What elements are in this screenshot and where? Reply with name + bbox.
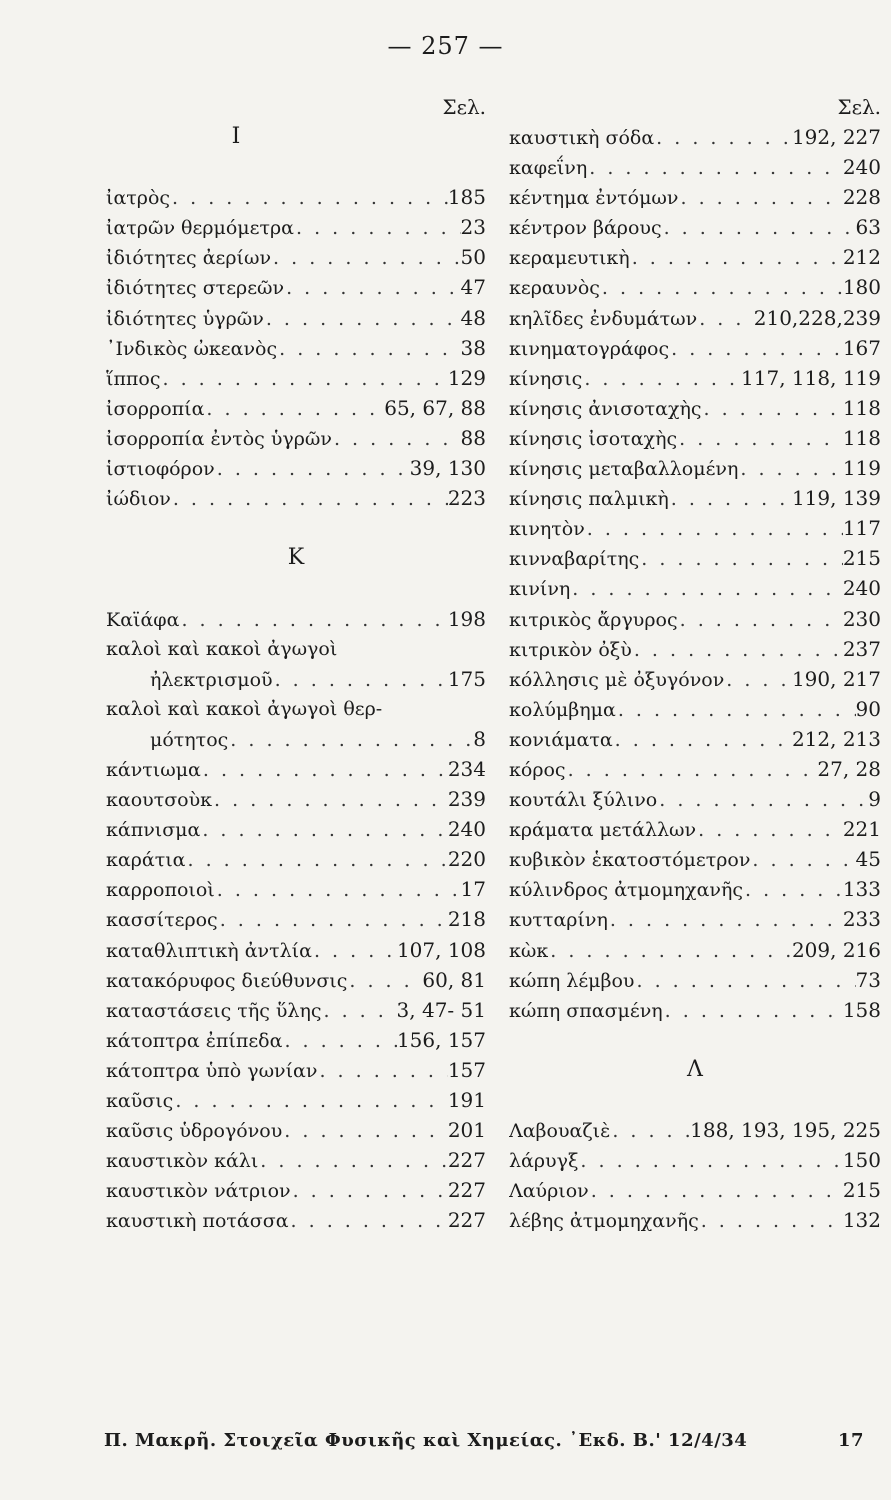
footer-imprint (104, 1430, 864, 1451)
leader-dots (170, 183, 448, 212)
leader-dots (294, 213, 461, 242)
leader-dots (161, 364, 448, 393)
leader-dots (578, 1146, 842, 1175)
entry-pages: 8 (473, 726, 486, 751)
leader-dots (587, 153, 843, 182)
index-entry-continuation (106, 724, 486, 754)
entries-section-l (509, 1115, 881, 1235)
entry-term: ᾿Ινδικὸς ὠκεανὸς (106, 337, 278, 360)
leader-dots (171, 484, 448, 513)
index-entry (509, 543, 881, 573)
index-entry (106, 1085, 486, 1115)
index-column-left (106, 92, 486, 1235)
entry-term: καφεΐνη (509, 157, 588, 180)
entry-pages: 119 (842, 456, 881, 481)
index-entry (509, 904, 881, 934)
spacer (106, 513, 486, 543)
leader-dots (610, 1116, 690, 1145)
entry-pages: 237 (842, 636, 881, 661)
entry-term: καῦσις ὑδρογόνου (106, 1120, 283, 1143)
entry-pages: 223 (447, 486, 486, 511)
leader-dots (218, 905, 448, 934)
entry-pages: 65, 67, 88 (384, 395, 486, 420)
entry-term: κέντρον βάρους (509, 217, 662, 240)
section-letter-i: Ι (231, 124, 241, 149)
leader-dots (271, 243, 461, 272)
entry-pages: 17 (460, 877, 486, 902)
leader-dots (699, 1206, 843, 1235)
index-entry (509, 242, 881, 272)
index-entry (106, 1055, 486, 1085)
index-entry (106, 423, 486, 453)
leader-dots (332, 424, 461, 453)
entry-pages: 156, 157 (396, 1027, 486, 1052)
leader-dots (582, 364, 741, 393)
leader-dots (570, 574, 843, 603)
index-entry (106, 303, 486, 333)
index-entry (509, 152, 881, 182)
index-entry (106, 1145, 486, 1175)
leader-dots (284, 273, 460, 302)
leader-dots (289, 1206, 448, 1235)
spacer (509, 1085, 881, 1115)
leader-dots (657, 785, 868, 814)
entry-pages: 167 (842, 335, 881, 360)
entry-term: ἰσορροπία (106, 397, 205, 420)
leader-dots (613, 725, 792, 754)
leader-dots (282, 1116, 448, 1145)
index-entry (509, 453, 881, 483)
entry-term: κίνησις (509, 367, 583, 390)
index-entry (509, 1115, 881, 1145)
entry-term: Καϊάφα (106, 608, 180, 631)
entry-term: καυστικὸν νάτριον (106, 1180, 291, 1203)
entry-pages: 157 (447, 1057, 486, 1082)
entry-pages: 240 (842, 576, 881, 601)
index-entry (509, 573, 881, 603)
leader-dots (179, 605, 447, 634)
leader-dots (632, 635, 843, 664)
entry-term: κολύμβημα (509, 698, 616, 721)
index-entry (509, 513, 881, 543)
leader-dots (654, 123, 792, 152)
index-entry (509, 814, 881, 844)
entry-pages: 212 (842, 245, 881, 270)
index-entry (106, 453, 486, 483)
leader-dots (662, 213, 856, 242)
leader-dots (200, 815, 447, 844)
entry-pages: 9 (868, 787, 881, 812)
index-entry (106, 784, 486, 814)
index-entry (509, 604, 881, 634)
entry-pages: 27, 28 (817, 756, 881, 781)
index-entry (106, 1205, 486, 1235)
entry-term: καυστικὴ σόδα (509, 127, 655, 149)
entry-term: ἰδιότητες στερεῶν (106, 277, 285, 300)
leader-dots (663, 996, 843, 1025)
entry-pages: 133 (842, 877, 881, 902)
index-entry (509, 664, 881, 694)
section-letter-k: Κ (287, 545, 305, 571)
leader-dots (347, 966, 422, 995)
index-entry (106, 272, 486, 302)
entry-term: κίνησις παλμικὴ (509, 488, 669, 511)
entry-term: κινναβαρίτης (509, 548, 640, 571)
entry-pages: 210,228,239 (753, 305, 881, 330)
index-entry (106, 965, 486, 995)
leader-dots (277, 334, 460, 363)
entry-term: λέβης ἀτμομηχανῆς (509, 1210, 699, 1233)
entry-pages: 201 (447, 1118, 486, 1143)
leader-dots (317, 1056, 447, 1085)
leader-dots (258, 1146, 448, 1175)
leader-dots (696, 815, 843, 844)
entry-term: κίνησις ἰσοταχὴς (509, 427, 678, 450)
entry-pages: 239 (447, 787, 486, 812)
entry-term: ἰσορροπία ἐντὸς ὑγρῶν (106, 427, 332, 450)
entry-pages: 220 (447, 847, 486, 872)
entry-pages: 107, 108 (396, 937, 486, 962)
leader-dots (697, 304, 754, 333)
index-entry (509, 212, 881, 242)
entry-term: καράτια (106, 849, 186, 872)
leader-dots (264, 304, 461, 333)
entry-term: κινητὸν (509, 518, 585, 541)
entry-term: κίνησις ἀνισοταχὴς (509, 397, 702, 420)
spacer (106, 152, 486, 182)
entry-pages: 227 (447, 1208, 486, 1233)
index-entry (106, 754, 486, 784)
leader-dots (743, 875, 843, 904)
entry-term: κιτρικὸν ὀξὺ (509, 638, 632, 661)
entry-pages: 118 (842, 395, 881, 420)
entry-term: κάπνισμα (106, 819, 201, 842)
entry-pages: 227 (447, 1178, 486, 1203)
index-entry (509, 272, 881, 302)
entry-term: κάτοπτρα ἐπίπεδα (106, 1029, 283, 1052)
index-entry (509, 423, 881, 453)
leader-dots (678, 183, 842, 212)
entry-term: λάρυγξ (509, 1150, 579, 1173)
entry-pages: 221 (842, 817, 881, 842)
index-entry (509, 333, 881, 363)
index-entry-continuation (106, 664, 486, 694)
leader-dots (548, 936, 792, 965)
entry-term: καῦσις (106, 1090, 174, 1112)
entry-pages: 45 (855, 847, 881, 872)
entry-pages: 190, 217 (791, 666, 881, 691)
index-entry (106, 904, 486, 934)
entry-term: καυστικὸν κάλι (106, 1150, 259, 1173)
entry-pages: 215 (842, 546, 881, 571)
index-entry (106, 333, 486, 363)
index-entry (106, 604, 486, 634)
entry-pages: 175 (447, 666, 486, 691)
entry-pages: 227 (447, 1148, 486, 1173)
leader-dots (724, 665, 792, 694)
index-entry (106, 874, 486, 904)
index-entry (509, 965, 881, 995)
leader-dots (669, 334, 843, 363)
entry-term: καουτσοὺκ (106, 789, 213, 812)
index-entry (509, 122, 881, 152)
entry-term: Λαύριον (509, 1180, 589, 1203)
leader-dots (291, 1176, 448, 1205)
entry-pages: 60, 81 (422, 967, 486, 992)
entry-pages: 39, 130 (409, 456, 486, 481)
section-letter-l: Λ (687, 1056, 703, 1082)
entry-term: κιτρικὸς ἄργυρος (509, 608, 678, 631)
entry-term: κυβικὸν ἑκατοστόμετρον (509, 849, 751, 872)
entry-pages: 129 (447, 365, 486, 390)
entry-pages: 158 (842, 997, 881, 1022)
leader-dots (228, 725, 473, 754)
entry-term: κέντημα ἐντόμων (509, 187, 679, 210)
index-entry (509, 784, 881, 814)
leader-dots (585, 514, 843, 543)
entry-term: κινίνη (509, 578, 571, 601)
entry-pages: 38 (460, 335, 486, 360)
index-entry (106, 814, 486, 844)
leader-dots (589, 1176, 843, 1205)
entry-pages: 47 (460, 275, 486, 300)
leader-dots (635, 966, 856, 995)
entry-term: κονιάματα (509, 728, 613, 751)
entry-pages: 240 (842, 155, 881, 180)
index-entry (106, 182, 486, 212)
entry-pages: 240 (447, 817, 486, 842)
index-entry (509, 303, 881, 333)
entry-term: κεραυνὸς (509, 277, 600, 300)
index-entry (509, 1145, 881, 1175)
entry-term: κεραμευτικὴ (509, 247, 630, 270)
index-entry-first-line (106, 634, 486, 664)
leader-dots (616, 695, 856, 724)
entry-term: κασσίτερος (106, 909, 218, 932)
entry-term: κώπη σπασμένη (509, 999, 663, 1022)
entry-term: κράματα μετάλλων (509, 819, 697, 842)
page-column-header: Σελ. (837, 95, 881, 119)
leader-dots (738, 454, 842, 483)
entry-term: ἰώδιον (106, 488, 171, 511)
entry-term: κόρος (509, 758, 566, 781)
leader-dots (215, 454, 410, 483)
entry-term: ἠλεκτρισμοῦ (150, 668, 273, 691)
entries-section-k (106, 754, 486, 1236)
leader-dots (215, 875, 461, 904)
leader-dots (701, 394, 842, 423)
entry-term: κηλῖδες ἐνδυμάτων (509, 307, 698, 330)
index-entry (106, 995, 486, 1025)
index-entry (509, 1175, 881, 1205)
spacer (509, 1025, 881, 1055)
entry-term: καρροποιοὶ (106, 879, 215, 902)
entry-pages: 48 (460, 305, 486, 330)
index-entry (106, 1175, 486, 1205)
entry-pages: 234 (447, 756, 486, 781)
entry-pages: 50 (460, 245, 486, 270)
index-entry (509, 754, 881, 784)
entry-pages: 117, 118, 119 (741, 365, 881, 390)
index-entry (106, 242, 486, 272)
entry-term: κώπη λέμβου (509, 969, 635, 992)
index-entry (509, 874, 881, 904)
leader-dots (173, 1086, 447, 1115)
entry-pages: 192, 227 (791, 125, 881, 149)
entry-term: ἰδιότητες ἀερίων (106, 247, 272, 270)
entries-section-i (106, 182, 486, 513)
index-entry (106, 935, 486, 965)
entry-pages: 215 (842, 1178, 881, 1203)
entry-term: κυτταρίνη (509, 909, 608, 932)
footer-signature-number: 17 (837, 1430, 864, 1451)
leader-dots (201, 755, 448, 784)
entry-term: κουτάλι ξύλινο (509, 789, 658, 812)
entry-term: κάντιωμα (106, 758, 201, 781)
entry-pages: 233 (842, 907, 881, 932)
entry-pages: 132 (842, 1208, 881, 1233)
entry-term: κύλινδρος ἀτμομηχανῆς (509, 879, 743, 902)
entry-pages: 63 (855, 215, 881, 240)
leader-dots (750, 845, 855, 874)
index-entry (509, 634, 881, 664)
spacer (106, 573, 486, 603)
index-entry (509, 694, 881, 724)
entry-pages: 185 (447, 185, 486, 210)
entry-term: ἰατρὸς (106, 187, 171, 210)
leader-dots (273, 665, 448, 694)
entry-term: κὼκ (509, 939, 549, 962)
leader-dots (212, 785, 448, 814)
leader-dots (608, 905, 843, 934)
entries-section-k-continued (509, 122, 881, 1025)
index-entry (106, 363, 486, 393)
page-number: — 257 — (387, 32, 504, 60)
entry-term: κίνησις μεταβαλλομένη (509, 458, 739, 481)
index-entry (106, 1025, 486, 1055)
page-column-header: Σελ. (442, 95, 486, 119)
entry-pages: 198 (447, 606, 486, 631)
entry-pages: 118 (842, 425, 881, 450)
leader-dots (678, 605, 843, 634)
entry-pages: 23 (460, 215, 486, 240)
index-entry (509, 483, 881, 513)
entry-pages: 180 (842, 275, 881, 300)
entry-term: ἰατρῶν θερμόμετρα (106, 217, 294, 240)
entry-pages: 117 (842, 516, 881, 541)
entry-term: μότητος (150, 728, 229, 751)
entry-term: καλοὶ καὶ κακοὶ ἀγωγοὶ θερ- (106, 697, 383, 720)
entry-pages: 191 (447, 1088, 486, 1112)
leader-dots (282, 1026, 397, 1055)
entry-term: καλοὶ καὶ κακοὶ ἀγωγοὶ (106, 637, 338, 660)
entry-pages: 73 (855, 967, 881, 992)
index-entry (509, 995, 881, 1025)
index-entry (106, 844, 486, 874)
leader-dots (566, 755, 818, 784)
entry-term: καταθλιπτικὴ ἀντλία (106, 939, 312, 962)
entry-pages: 119, 139 (791, 486, 881, 511)
index-entry (106, 393, 486, 423)
leader-dots (669, 484, 792, 513)
leader-dots (204, 394, 384, 423)
entry-pages: 188, 193, 195, 225 (690, 1118, 881, 1143)
index-entry (106, 212, 486, 242)
leader-dots (600, 273, 843, 302)
footer-text: Π. Μακρῆ. Στοιχεῖα Φυσικῆς καὶ Χημείας. ᾿Εκδ. Β.' 12/4/34 (104, 1430, 748, 1451)
index-entry-first-line (106, 694, 486, 724)
entry-term: ἱστιοφόρον (106, 458, 215, 481)
entry-pages: 228 (842, 185, 881, 210)
index-entry (509, 844, 881, 874)
entry-term: ἵππος (106, 367, 161, 390)
entry-pages: 3, 47- 51 (396, 997, 486, 1022)
index-entry (509, 935, 881, 965)
leader-dots (312, 936, 397, 965)
leader-dots (630, 243, 843, 272)
entry-term: Λαβουαζιὲ (509, 1120, 611, 1143)
leader-dots (322, 996, 397, 1025)
entry-pages: 218 (447, 907, 486, 932)
entry-pages: 209, 216 (791, 937, 881, 962)
entry-term: ἰδιότητες ὑγρῶν (106, 307, 264, 330)
entry-term: καυστικὴ ποτάσσα (106, 1210, 289, 1233)
entry-pages: 90 (855, 696, 881, 721)
index-entry (106, 1115, 486, 1145)
entry-term: κατακόρυφος διεύθυνσις (106, 969, 348, 992)
index-entry (509, 1205, 881, 1235)
index-column-right (509, 92, 881, 1235)
entry-pages: 88 (460, 425, 486, 450)
entry-term: κινηματογράφος (509, 337, 670, 360)
index-entry (509, 363, 881, 393)
leader-dots (677, 424, 843, 453)
index-entry (106, 483, 486, 513)
entry-pages: 150 (842, 1148, 881, 1173)
index-entry (509, 393, 881, 423)
entry-term: κάτοπτρα ὑπὸ γωνίαν (106, 1059, 318, 1082)
entry-term: κόλλησις μὲ ὀξυγόνον (509, 668, 725, 691)
entry-term: καταστάσεις τῆς ὕλης (106, 999, 322, 1022)
leader-dots (186, 845, 448, 874)
entry-pages: 230 (842, 606, 881, 631)
index-entry (509, 182, 881, 212)
leader-dots (639, 544, 843, 573)
entry-pages: 212, 213 (791, 726, 881, 751)
index-entry (509, 724, 881, 754)
